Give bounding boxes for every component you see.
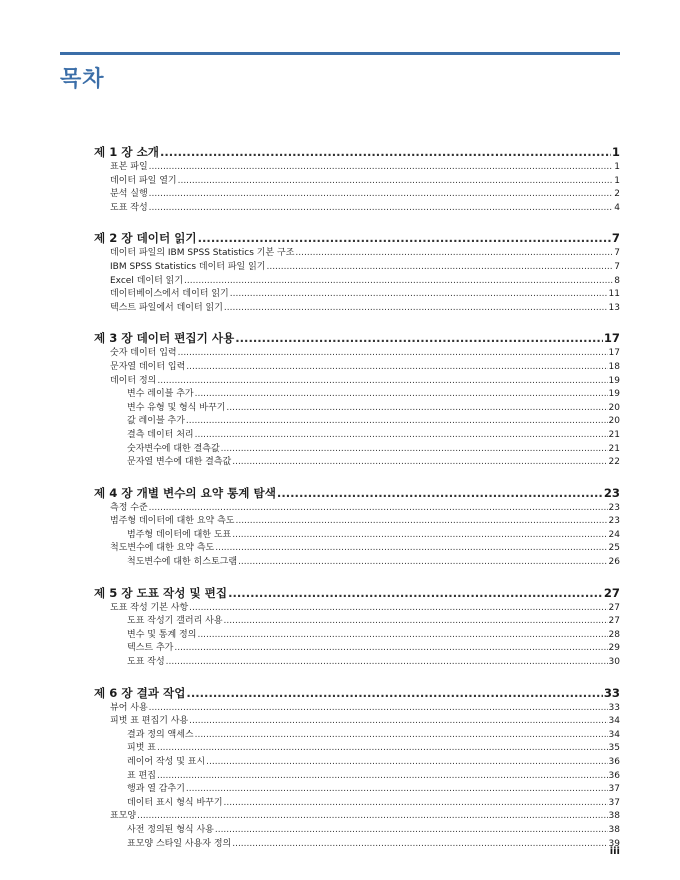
entry-title: 범주형 데이터에 대한 요약 측도 — [110, 516, 235, 527]
entry-title: 척도변수에 대한 히스토그램 — [127, 557, 238, 568]
dot-leader — [198, 230, 611, 246]
entry-title: 척도변수에 대한 요약 측도 — [110, 543, 215, 554]
dot-leader — [149, 502, 608, 516]
dot-leader — [195, 729, 608, 743]
toc-chapter — [94, 685, 620, 852]
entry-page: 20 — [608, 402, 620, 413]
dot-leader — [235, 515, 607, 529]
dot-leader — [189, 715, 607, 729]
entry-title: 표본 파일 — [110, 162, 148, 172]
toc-entry[interactable] — [94, 202, 620, 216]
toc-entry[interactable] — [94, 756, 620, 770]
toc-chapter-heading[interactable] — [94, 230, 620, 246]
entry-title: 사전 정의된 형식 사용 — [127, 824, 214, 835]
entry-page: 39 — [608, 838, 620, 849]
entry-title: 문자열 변수에 대한 결측값 — [127, 457, 232, 468]
toc-chapter — [94, 585, 620, 670]
toc-chapter-heading[interactable] — [94, 585, 620, 601]
toc-entry[interactable] — [94, 288, 620, 302]
dot-leader — [178, 347, 608, 361]
dot-leader — [215, 542, 607, 556]
entry-page: 34 — [608, 716, 620, 727]
toc-entry[interactable] — [94, 275, 620, 289]
entry-page: 7 — [614, 248, 620, 259]
entry-title: 데이터 표시 형식 바꾸기 — [127, 797, 223, 808]
dot-leader — [206, 756, 607, 770]
entry-page: 21 — [608, 429, 620, 440]
toc-entry[interactable] — [94, 347, 620, 361]
toc-entry[interactable] — [94, 810, 620, 824]
entry-title: 텍스트 추가 — [127, 643, 174, 654]
chapter-title: 제 4 장 개별 변수의 요약 통계 탐색 — [94, 485, 276, 500]
dot-leader — [228, 585, 603, 601]
dot-leader — [137, 810, 607, 824]
toc-chapter — [94, 485, 620, 570]
entry-page: 23 — [608, 502, 620, 513]
dot-leader — [224, 302, 608, 316]
chapter-title: 제 1 장 소개 — [94, 145, 159, 159]
toc-chapter — [94, 230, 620, 315]
toc-entry[interactable] — [94, 529, 620, 543]
dot-leader — [195, 388, 608, 402]
dot-leader — [224, 615, 608, 629]
entry-title: 변수 레이블 추가 — [127, 389, 194, 400]
entry-page: 36 — [608, 770, 620, 781]
dot-leader — [186, 685, 602, 701]
entry-page: 7 — [614, 261, 620, 272]
entry-title: 표모양 스타일 사용자 정의 — [127, 838, 232, 849]
entry-title: 피벗 표 — [127, 743, 156, 754]
chapter-title: 제 3 장 데이터 편집기 사용 — [94, 331, 235, 346]
chapter-page: 33 — [603, 685, 620, 700]
dot-leader — [174, 642, 607, 656]
entry-page: 22 — [608, 457, 620, 468]
toc-chapter-heading[interactable] — [94, 144, 620, 160]
toc-entry[interactable] — [94, 702, 620, 716]
entry-title: 표 편집 — [127, 770, 156, 781]
chapter-page: 23 — [603, 485, 620, 500]
entry-page: 13 — [608, 302, 620, 313]
dot-leader — [224, 797, 608, 811]
entry-page: 34 — [608, 729, 620, 740]
dot-leader — [157, 770, 608, 784]
chapter-page: 17 — [603, 331, 620, 346]
dot-leader — [184, 275, 613, 289]
toc-entry[interactable] — [94, 247, 620, 261]
entry-title: 분석 실행 — [110, 189, 148, 200]
entry-page: 27 — [608, 602, 620, 613]
toc-entry[interactable] — [94, 783, 620, 797]
entry-title: 데이터 파일의 IBM SPSS Statistics 기본 구조 — [110, 248, 295, 259]
toc-entry[interactable] — [94, 838, 620, 852]
entry-page: 24 — [608, 529, 620, 540]
entry-page: 18 — [608, 361, 620, 372]
toc-entry[interactable] — [94, 742, 620, 756]
entry-page: 4 — [614, 202, 620, 213]
toc-entry[interactable] — [94, 443, 620, 457]
entry-page: 33 — [608, 702, 620, 713]
entry-title: 값 레이블 추가 — [127, 416, 185, 427]
dot-leader — [266, 261, 613, 275]
toc-entry[interactable] — [94, 175, 620, 189]
title-rule — [60, 52, 620, 55]
entry-title: 문자열 데이터 입력 — [110, 361, 186, 372]
dot-leader — [186, 783, 608, 797]
dot-leader — [238, 556, 607, 570]
entry-title: 결과 정의 액세스 — [127, 729, 194, 740]
entry-page: 36 — [608, 757, 620, 767]
entry-page: 8 — [614, 275, 620, 286]
entry-title: 데이터 파일 열기 — [110, 175, 177, 186]
table-of-contents — [94, 144, 620, 866]
dot-leader — [149, 202, 614, 216]
dot-leader — [186, 415, 608, 429]
entry-title: 도표 작성 기본 사항 — [110, 602, 189, 613]
toc-entry[interactable] — [94, 770, 620, 784]
dot-leader — [160, 144, 611, 160]
entry-page: 20 — [608, 416, 620, 427]
toc-entry[interactable] — [94, 729, 620, 743]
toc-entry[interactable] — [94, 161, 620, 175]
dot-leader — [157, 742, 608, 756]
dot-leader — [157, 375, 607, 389]
entry-title: 도표 작성기 갤러리 사용 — [127, 616, 223, 627]
entry-title: 행과 열 감추기 — [127, 784, 185, 795]
entry-title: 숫자 데이터 입력 — [110, 348, 177, 359]
entry-page: 2 — [614, 189, 620, 200]
entry-title: 숫자변수에 대한 결측값 — [127, 443, 220, 454]
entry-page: 1 — [614, 162, 620, 172]
toc-chapter-heading[interactable] — [94, 685, 620, 701]
dot-leader — [149, 188, 614, 202]
entry-page: 30 — [608, 657, 620, 668]
toc-entry[interactable] — [94, 302, 620, 316]
entry-title: 피벗 표 편집기 사용 — [110, 716, 189, 727]
toc-entry[interactable] — [94, 375, 620, 389]
entry-title: 뷰어 사용 — [110, 702, 148, 713]
toc-chapter — [94, 330, 620, 469]
dot-leader — [232, 529, 607, 543]
chapter-title: 제 5 장 도표 작성 및 편집 — [94, 585, 228, 600]
entry-page: 38 — [608, 811, 620, 822]
entry-page: 25 — [608, 543, 620, 554]
entry-page: 35 — [608, 743, 620, 754]
entry-title: 범주형 데이터에 대한 도표 — [127, 529, 232, 540]
page-number: iii — [609, 846, 620, 857]
dot-leader — [166, 656, 608, 670]
dot-leader — [295, 247, 613, 261]
entry-page: 29 — [608, 643, 620, 654]
entry-title: Excel 데이터 읽기 — [110, 275, 184, 286]
entry-title: 표모양 — [110, 811, 137, 822]
entry-page: 19 — [608, 389, 620, 400]
entry-page: 28 — [608, 629, 620, 640]
entry-title: IBM SPSS Statistics 데이터 파일 읽기 — [110, 261, 266, 272]
toc-entry[interactable] — [94, 361, 620, 375]
toc-entry[interactable] — [94, 642, 620, 656]
dot-leader — [232, 456, 607, 470]
dot-leader — [232, 838, 607, 852]
dot-leader — [221, 443, 608, 457]
entry-page: 11 — [608, 289, 620, 300]
dot-leader — [230, 288, 608, 302]
chapter-page: 1 — [611, 145, 620, 159]
toc-entry[interactable] — [94, 261, 620, 275]
chapter-page: 27 — [603, 585, 620, 600]
toc-entry[interactable] — [94, 797, 620, 811]
entry-title: 레이어 작성 및 표시 — [127, 757, 206, 767]
dot-leader — [178, 175, 614, 189]
toc-entry[interactable] — [94, 629, 620, 643]
chapter-title: 제 6 장 결과 작업 — [94, 685, 186, 700]
toc-chapter-heading[interactable] — [94, 330, 620, 346]
dot-leader — [226, 402, 607, 416]
entry-page: 27 — [608, 616, 620, 627]
toc-entry[interactable] — [94, 715, 620, 729]
entry-page: 37 — [608, 784, 620, 795]
toc-entry[interactable] — [94, 415, 620, 429]
entry-title: 변수 유형 및 형식 바꾸기 — [127, 402, 226, 413]
entry-title: 텍스트 파일에서 데이터 읽기 — [110, 302, 223, 313]
toc-chapter — [94, 144, 620, 215]
entry-page: 19 — [608, 375, 620, 386]
entry-page: 21 — [608, 443, 620, 454]
toc-entry[interactable] — [94, 542, 620, 556]
entry-title: 결측 데이터 처리 — [127, 429, 194, 440]
dot-leader — [235, 330, 603, 346]
toc-entry[interactable] — [94, 515, 620, 529]
toc-entry[interactable] — [94, 556, 620, 570]
toc-entry[interactable] — [94, 502, 620, 516]
toc-entry[interactable] — [94, 429, 620, 443]
toc-entry[interactable] — [94, 656, 620, 670]
toc-entry[interactable] — [94, 456, 620, 470]
entry-title: 도표 작성 — [110, 202, 148, 213]
page-title: 목차 — [60, 67, 105, 92]
chapter-page: 7 — [611, 231, 620, 246]
entry-page: 23 — [608, 516, 620, 527]
entry-title: 측정 수준 — [110, 502, 148, 513]
toc-entry[interactable] — [94, 402, 620, 416]
chapter-title: 제 2 장 데이터 읽기 — [94, 231, 197, 246]
dot-leader — [189, 602, 607, 616]
entry-page: 38 — [608, 824, 620, 835]
toc-entry[interactable] — [94, 602, 620, 616]
toc-entry[interactable] — [94, 824, 620, 838]
entry-page: 1 — [614, 175, 620, 186]
toc-entry[interactable] — [94, 188, 620, 202]
dot-leader — [186, 361, 607, 375]
entry-page: 26 — [608, 557, 620, 568]
dot-leader — [195, 429, 608, 443]
toc-chapter-heading[interactable] — [94, 485, 620, 501]
dot-leader — [149, 702, 608, 716]
entry-page: 17 — [608, 348, 620, 359]
dot-leader — [277, 485, 603, 501]
dot-leader — [215, 824, 608, 838]
dot-leader — [149, 161, 614, 175]
entry-page: 37 — [608, 797, 620, 808]
entry-title: 데이터베이스에서 데이터 읽기 — [110, 289, 229, 300]
entry-title: 데이터 정의 — [110, 375, 157, 386]
toc-entry[interactable] — [94, 388, 620, 402]
entry-title: 변수 및 통계 정의 — [127, 629, 197, 640]
toc-entry[interactable] — [94, 615, 620, 629]
entry-title: 도표 작성 — [127, 657, 165, 668]
dot-leader — [197, 629, 607, 643]
